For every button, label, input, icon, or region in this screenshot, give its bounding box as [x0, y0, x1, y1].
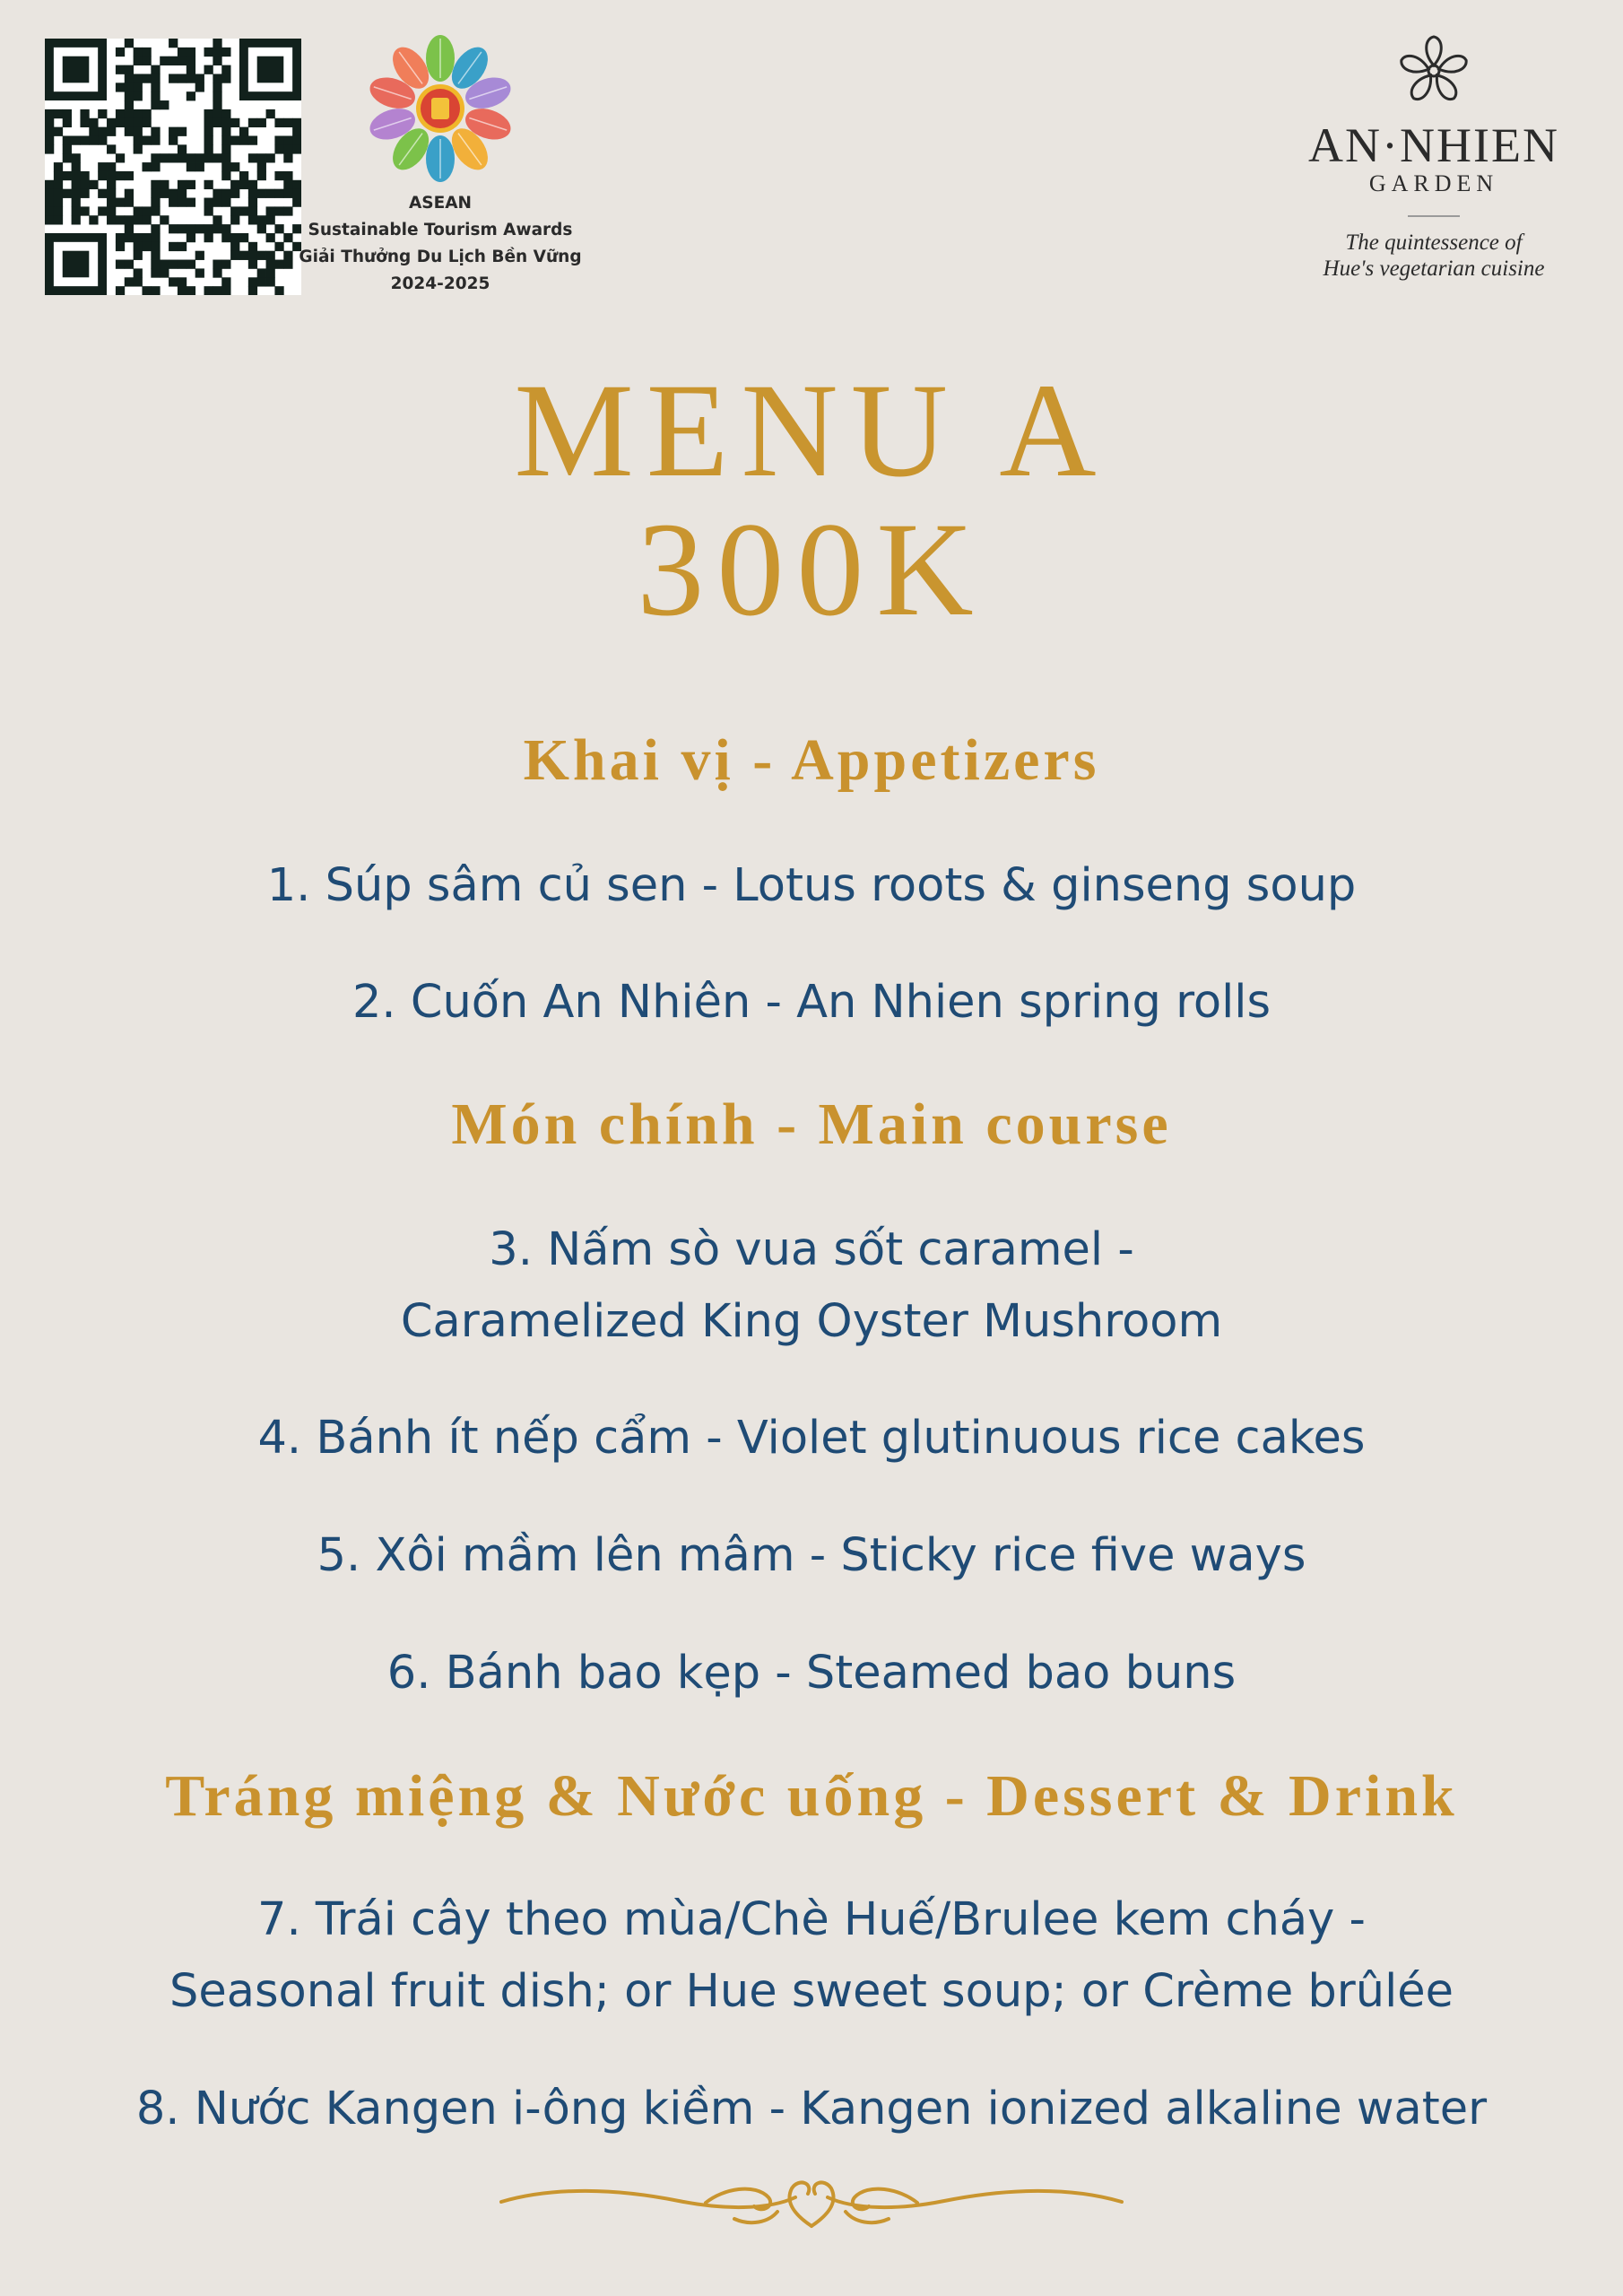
award-line: Giải Thưởng Du Lịch Bền Vững	[299, 248, 582, 266]
brand-tagline: The quintessence of	[1345, 230, 1523, 255]
menu-item: 3. Nấm sò vua sốt caramel -	[489, 1223, 1134, 1276]
menu-item-continued: Caramelized King Oyster Mushroom	[400, 1295, 1223, 1348]
asean-emblem-icon	[364, 32, 516, 185]
qr-code-icon	[45, 39, 301, 295]
brand-name: AN·NHIEN	[1308, 118, 1559, 172]
decorative-flourish-icon	[499, 2170, 1124, 2233]
asean-award-badge	[298, 32, 583, 298]
award-line: ASEAN	[408, 194, 473, 213]
menu-item: 2. Cuốn An Nhiên - An Nhien spring rolls	[352, 976, 1271, 1029]
section-heading-appetizers: Khai vị - Appetizers	[523, 727, 1100, 793]
menu-item: 5. Xôi mầm lên mâm - Sticky rice five ways	[317, 1529, 1306, 1582]
menu-title: MENU A	[514, 356, 1109, 505]
menu-item: 8. Nước Kangen i-ông kiềm - Kangen ionized alkaline water	[135, 2083, 1488, 2135]
menu-item: 7. Trái cây theo mùa/Chè Huế/Brulee kem cháy -	[257, 1893, 1366, 1946]
award-line: 2024-2025	[390, 274, 490, 293]
award-line: Sustainable Tourism Awards	[308, 221, 573, 239]
menu-item: 6. Bánh bao kẹp - Steamed bao buns	[386, 1647, 1237, 1700]
lotus-flower-icon	[1395, 34, 1472, 108]
menu-item: 4. Bánh ít nếp cẩm - Violet glutinuous rice cakes	[257, 1412, 1366, 1465]
section-heading-main-course: Món chính - Main course	[451, 1091, 1172, 1157]
menu-item: 1. Súp sâm củ sen - Lotus roots & ginseng soup	[266, 859, 1357, 912]
menu-item-continued: Seasonal fruit dish; or Hue sweet soup; or Crème brûlée	[169, 1965, 1454, 2018]
section-heading-dessert-drink: Tráng miệng & Nước uống - Dessert & Drink	[165, 1763, 1458, 1829]
brand-divider	[1408, 215, 1460, 217]
brand-tagline: Hue's vegetarian cuisine	[1323, 257, 1545, 281]
brand-subtitle: GARDEN	[1368, 170, 1499, 196]
brand-logo	[1286, 34, 1582, 282]
menu-price: 300K	[637, 495, 986, 644]
